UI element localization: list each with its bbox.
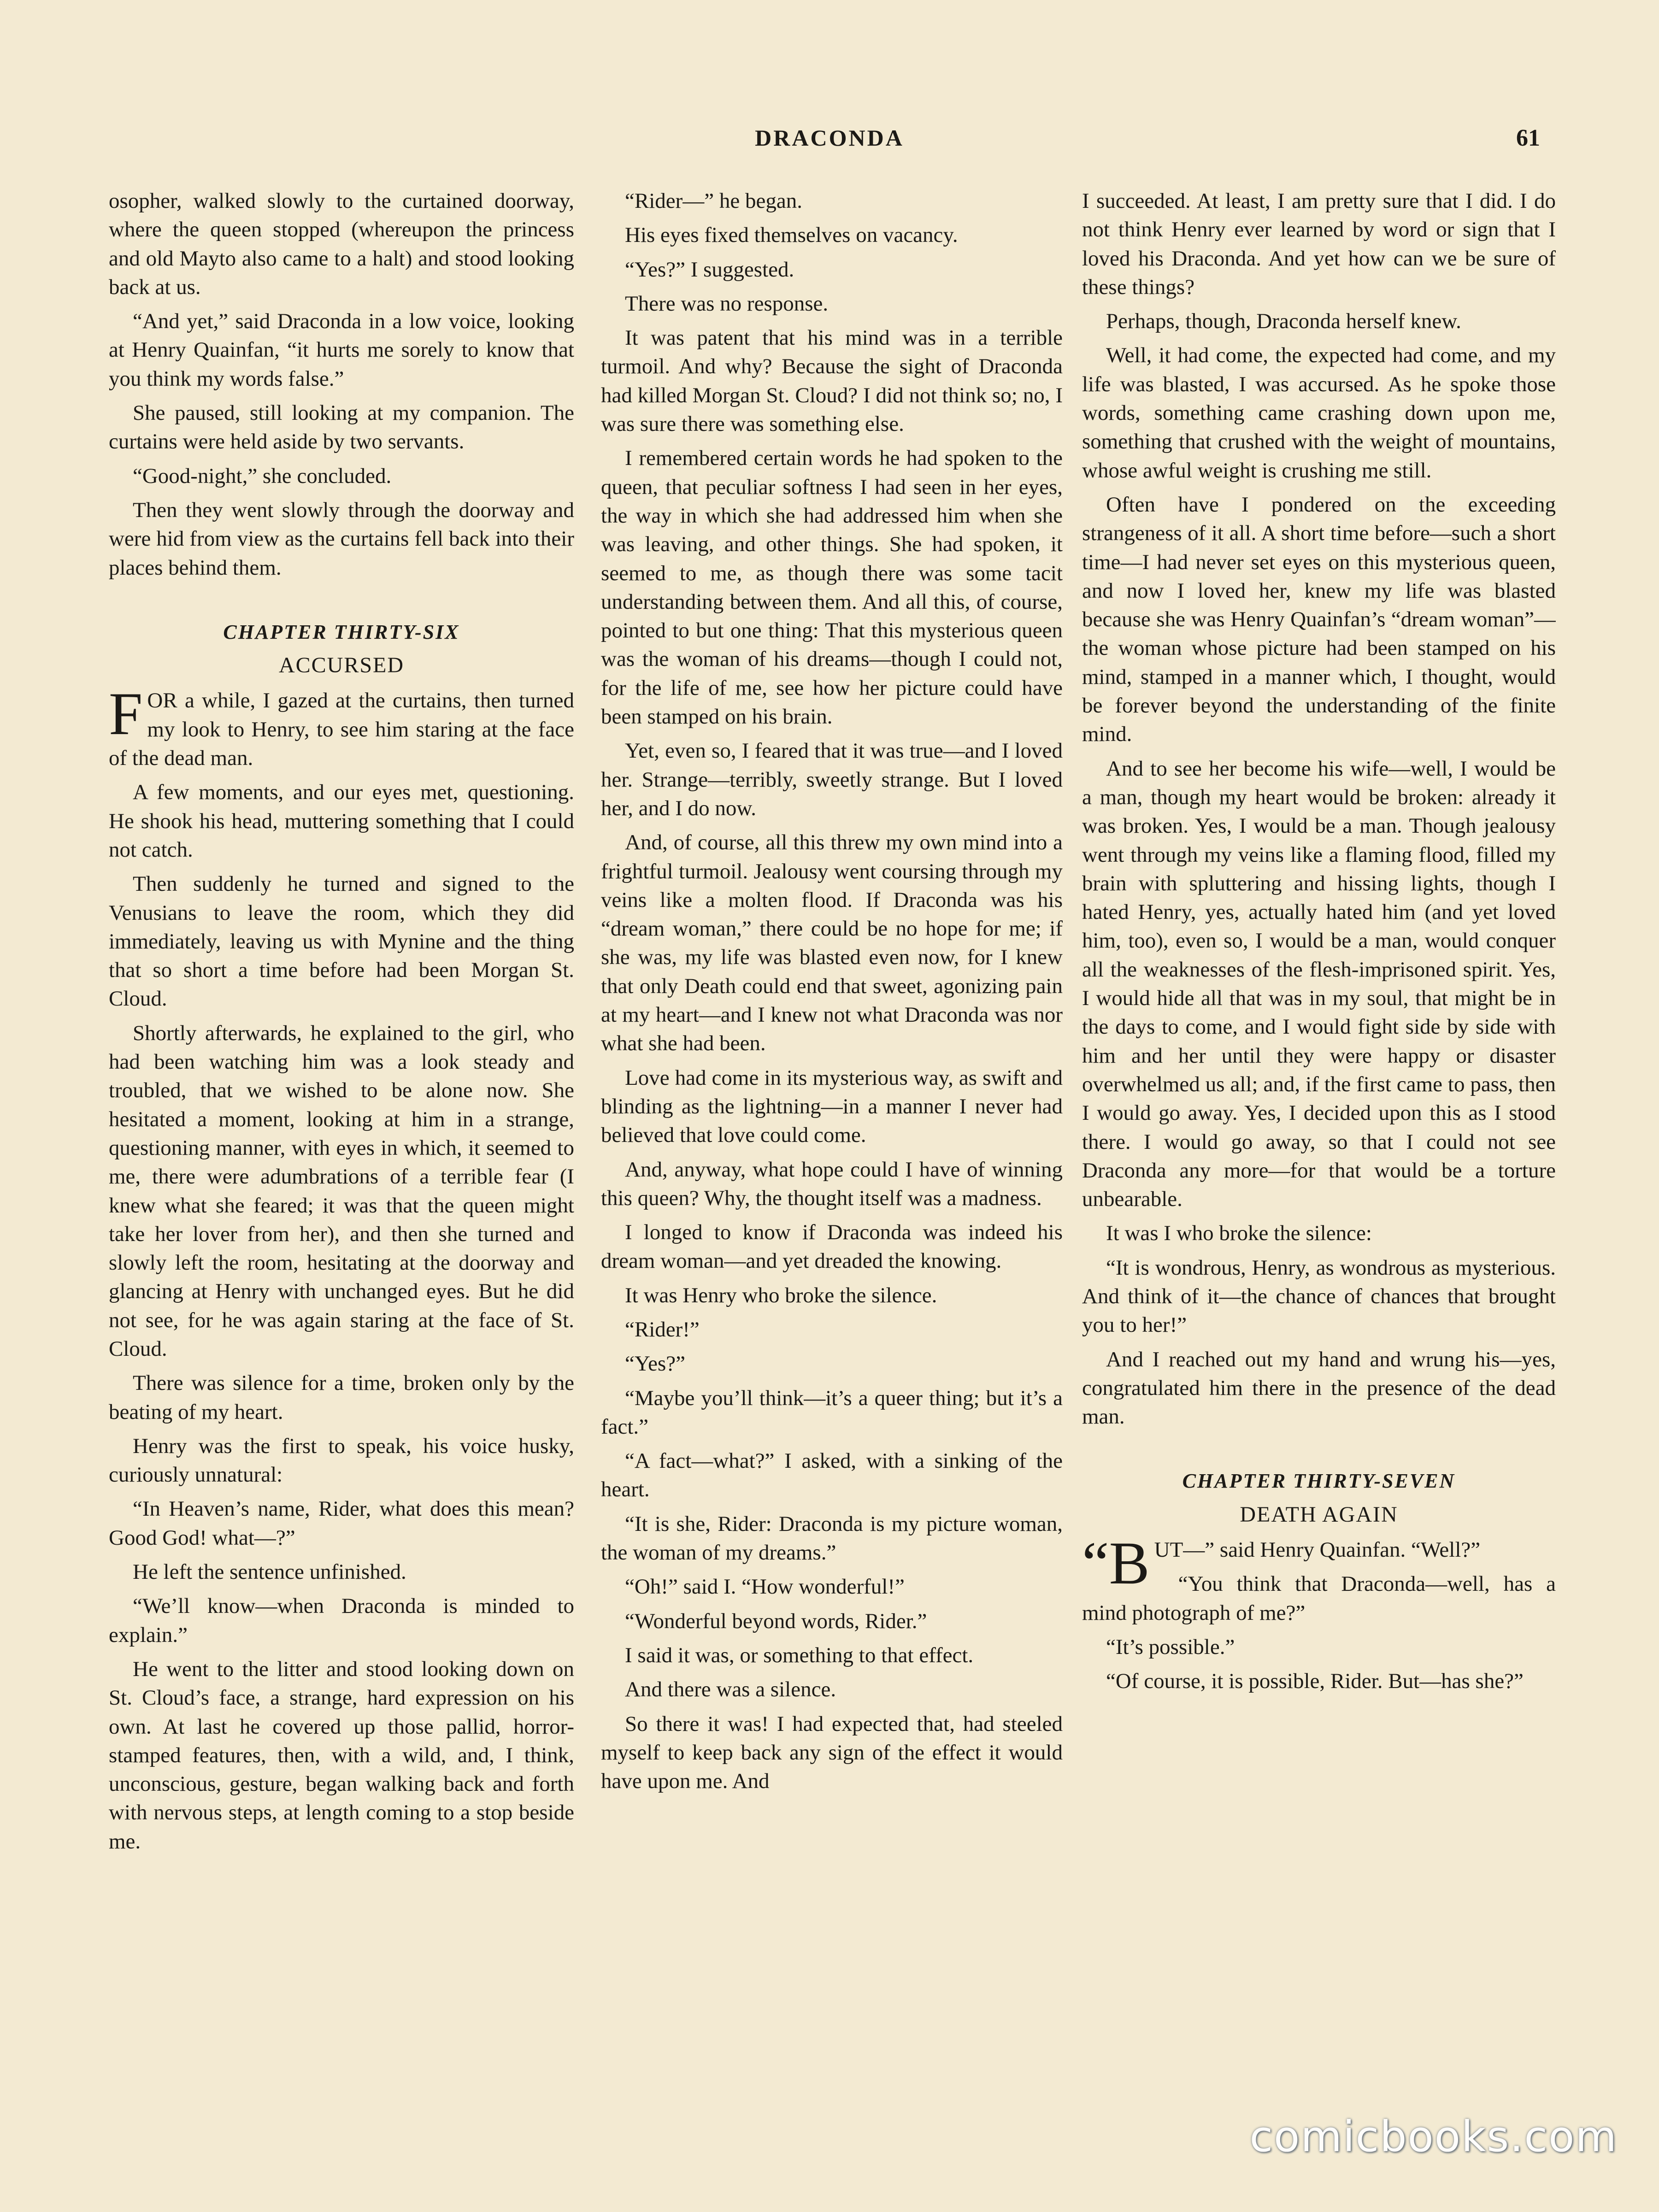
- paragraph: Perhaps, though, Draconda herself knew.: [1106, 309, 1461, 334]
- paragraph: It was patent that his mind was in a terrible turmoil. And why? Because the sight of Draconda had killed Morgan St. Cloud? I did not think so; no, I was sure there was something else.: [601, 326, 1063, 436]
- paragraph: He went to the litter and stood looking down on St. Cloud’s face, a strange, hard expression on his own. At last he covered up those pallid, horror-stamped features, then, with a wild, and, I think, unconscious, gesture, began walking back and forth with nervous steps, at length coming to a stop beside me.: [109, 1657, 574, 1853]
- paragraph: Then suddenly he turned and signed to the Venusians to leave the room, which they did immediately, leaving us with Mynine and the thing that so short a time before had been Morgan St. Cloud.: [109, 872, 574, 1011]
- paragraph: And, of course, all this threw my own mind into a frightful turmoil. Jealousy went coursing through my veins like a molten flood. If Draconda was his “dream woman,” there could be no hope for me; if she was, my life was blasted even now, for I knew that only Death could end that sweet, agonizing pain at my heart—and I knew not what Draconda was nor what she had been.: [601, 830, 1063, 1056]
- opening-paragraph-text: UT—” said Henry Quainfan. “Well?”: [1154, 1538, 1481, 1562]
- opening-paragraph: [1082, 1529, 1556, 1597]
- chapter-title: ACCURSED: [278, 653, 405, 678]
- paragraph: A few moments, and our eyes met, questioning. He shook his head, muttering something that I could not catch.: [109, 780, 574, 862]
- text-column-1: [109, 187, 574, 2099]
- opening-paragraph-text: OR a while, I gazed at the curtains, then turned my look to Henry, to see him staring at the face of the dead man.: [109, 688, 574, 771]
- paragraph: I longed to know if Draconda was indeed his dream woman—and yet dreaded the knowing.: [601, 1220, 1063, 1273]
- paragraph: So there it was! I had expected that, had steeled myself to keep back any sign of the effect it would have upon me. And: [601, 1712, 1063, 1794]
- paragraph: It was Henry who broke the silence.: [625, 1283, 937, 1307]
- watermark: comicbooks.com: [1249, 2112, 1618, 2161]
- paragraph: And there was a silence.: [625, 1677, 836, 1702]
- paragraph: “Rider—” he began.: [625, 189, 802, 213]
- paragraph: “Yes?” I suggested.: [625, 257, 794, 282]
- paragraph: And I reached out my hand and wrung his—yes, congratulated him there in the presence of the dead man.: [1082, 1347, 1556, 1429]
- paragraph: And, anyway, what hope could I have of winning this queen? Why, the thought itself was a madness.: [601, 1157, 1063, 1210]
- paragraph: “Good-night,” she concluded.: [133, 464, 392, 488]
- paragraph: He left the sentence unfinished.: [133, 1560, 406, 1584]
- drop-cap: F: [109, 680, 143, 748]
- chapter-title: DEATH AGAIN: [1240, 1502, 1398, 1527]
- paragraph: “It’s possible.”: [1106, 1635, 1235, 1659]
- chapter-heading: CHAPTER THIRTY-SIX: [223, 620, 460, 643]
- paragraph: “Rider!”: [625, 1317, 700, 1341]
- page-header: [0, 124, 1659, 161]
- paragraph: “In Heaven’s name, Rider, what does this mean? Good God! what—?”: [109, 1497, 574, 1550]
- paragraph: Love had come in its mysterious way, as swift and blinding as the lightning—in a manner I never had believed that love could come.: [601, 1065, 1063, 1147]
- paragraph: “Of course, it is possible, Rider. But—has she?”: [1106, 1669, 1524, 1694]
- paragraph: “And yet,” said Draconda in a low voice, looking at Henry Quainfan, “it hurts me sorely to know that you think my words false.”: [109, 309, 574, 391]
- text-column-3: [1082, 187, 1556, 2099]
- paragraph: “You think that Draconda—well, has a mind photograph of me?”: [1082, 1572, 1556, 1625]
- page-number: 61: [1516, 125, 1540, 151]
- paragraph: “A fact—what?” I asked, with a sinking of the heart.: [601, 1449, 1063, 1502]
- paragraph: “Wonderful beyond words, Rider.”: [625, 1609, 927, 1633]
- paragraph: “It is she, Rider: Draconda is my picture woman, the woman of my dreams.”: [601, 1512, 1063, 1565]
- paragraph: There was silence for a time, broken only by the beating of my heart.: [109, 1371, 574, 1424]
- paragraph: Yet, even so, I feared that it was true—and I loved her. Strange—terribly, sweetly strange. But I loved her, and I do now.: [601, 739, 1063, 820]
- paragraph: It was I who broke the silence:: [1106, 1221, 1372, 1246]
- paragraph: “Oh!” said I. “How wonderful!”: [625, 1575, 905, 1599]
- drop-cap: “B: [1082, 1529, 1150, 1597]
- paragraph: Shortly afterwards, he explained to the girl, who had been watching him was a look steady and troubled, that we wished to be alone now. She hesitated a moment, looking at him in a strange, questioning manner, with eyes in which, it seemed to me, there were adumbrations of a terrible fear (I knew what she feared; it was that the queen might take her lover from her), and then she turned and slowly left the room, hesitating at the doorway and glancing at Henry with unchanged eyes. But he did not see, for he was again staring at the face of St. Cloud.: [109, 1021, 574, 1361]
- paragraph: She paused, still looking at my companion. The curtains were held aside by two servants.: [109, 401, 574, 454]
- paragraph: There was no response.: [625, 291, 829, 316]
- paragraph: Then they went slowly through the doorway and were hid from view as the curtains fell back into their places behind them.: [109, 498, 574, 580]
- paragraph: “We’ll know—when Draconda is minded to explain.”: [109, 1594, 574, 1647]
- paragraph: I succeeded. At least, I am pretty sure that I did. I do not think Henry ever learned by word or sign that I loved his Draconda. And yet how can we be sure of these things?: [1082, 189, 1556, 299]
- paragraph: “It is wondrous, Henry, as wondrous as mysterious. And think of it—the chance of chances that brought you to her!”: [1082, 1255, 1556, 1337]
- paragraph: Often have I pondered on the exceeding strangeness of it all. A short time before—such a short time—I had never set eyes on this mysterious queen, and now I loved her, knew my life was blasted because she was Henry Quainfan’s “dream woman”—the woman whose picture had been stamped on his mind, stamped in a manner which, I thought, would be forever beyond the understanding of the finite mind.: [1082, 492, 1556, 747]
- paragraph: “Yes?”: [625, 1352, 685, 1376]
- text-column-2: [601, 187, 1063, 2099]
- paragraph: Well, it had come, the expected had come, and my life was blasted, I was accursed. As he spoke those words, something came crashing down upon me, something that crushed with the weight of mountains, whose awful weight is crushing me still.: [1082, 343, 1556, 482]
- paragraph: “Maybe you’ll think—it’s a queer thing; but it’s a fact.”: [601, 1386, 1063, 1439]
- paragraph: And to see her become his wife—well, I would be a man, though my heart would be broken: already it was broken. Yes, I would be a man. Though jealousy went through my veins like a flaming flood, filled my brain with spluttering and hissing lights, though I hated Henry, yes, actually hated him (and yet loved him, too), even so, I would be a man, would conquer all the weaknesses of the flesh-imprisoned spirit. Yes, I would hide all that was in my soul, that might be in the days to come, and I would fight side by side with him and her until they were happy or disaster overwhelmed us all; and, if the first came to pass, then I would go away. Yes, I decided upon this as I stood there. I would go away, so that I could not see Draconda any more—for that would be a torture unbearable.: [1082, 756, 1556, 1212]
- paragraph: I remembered certain words he had spoken to the queen, that peculiar softness I had seen in her eyes, the way in which she had addressed him when she was leaving, and other things. She had spoken, it seemed to me, as though there was some tacit understanding between them. And all this, of course, pointed to but one thing: That this mysterious queen was the woman of his dreams—though I could not, for the life of me, see how her picture could have been stamped on his brain.: [601, 446, 1063, 729]
- paragraph: Henry was the first to speak, his voice husky, curiously unnatural:: [109, 1434, 574, 1487]
- running-title: DRACONDA: [755, 125, 904, 151]
- opening-paragraph: [109, 680, 574, 772]
- paragraph: His eyes fixed themselves on vacancy.: [625, 223, 958, 247]
- paragraph: osopher, walked slowly to the curtained doorway, where the queen stopped (whereupon the princess and old Mayto also came to a halt) and stood looking back at us.: [109, 189, 574, 299]
- paragraph: I said it was, or something to that effect.: [625, 1643, 974, 1667]
- chapter-heading: CHAPTER THIRTY-SEVEN: [1182, 1470, 1456, 1493]
